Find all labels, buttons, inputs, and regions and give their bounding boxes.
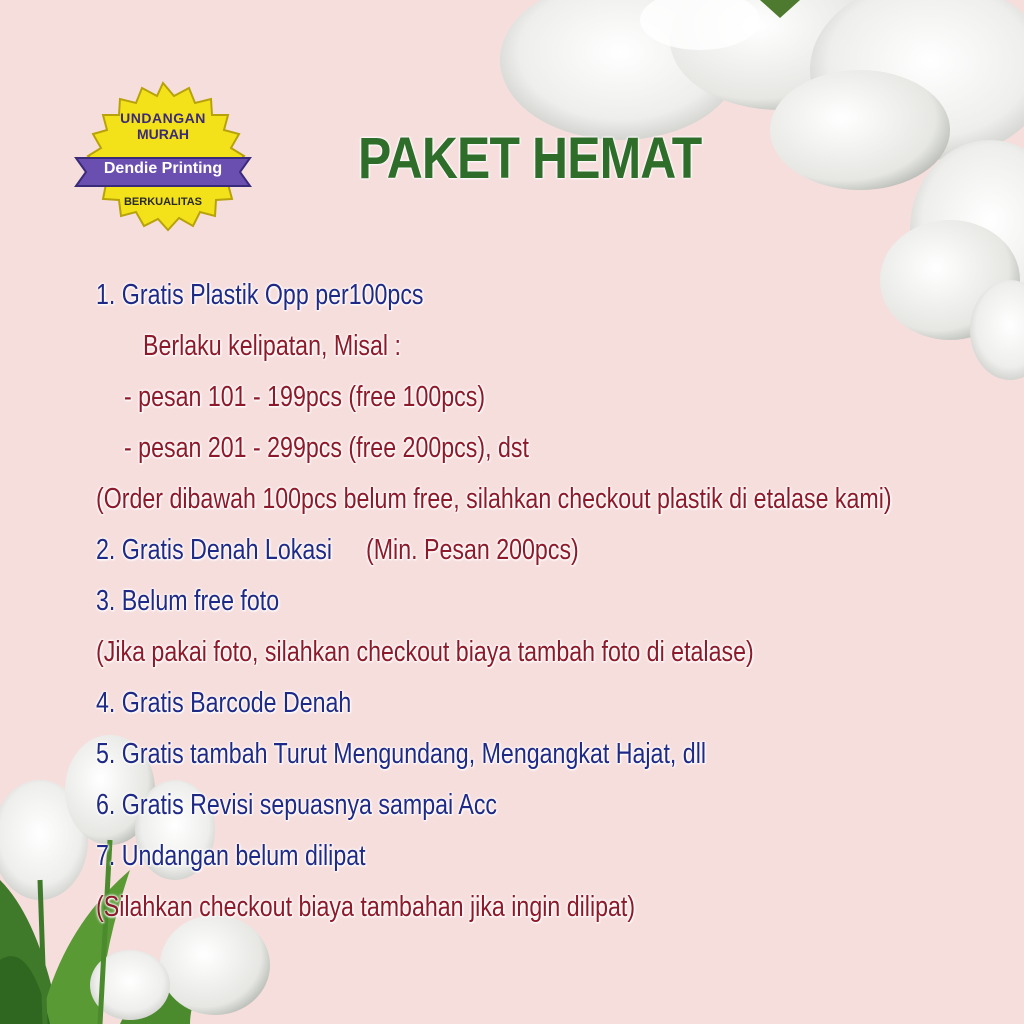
list-item-1-note: Berlaku kelipatan, Misal : [143,330,401,362]
list-item-1-condition: (Order dibawah 100pcs belum free, silahkan checkout plastik di etalase kami) [96,483,892,515]
list-item-4: 4. Gratis Barcode Denah [96,687,352,719]
logo-bottom-text: BERKUALITAS [123,196,202,208]
logo-mid-text: MURAH [136,126,190,142]
logo-top-text: UNDANGAN [120,110,206,126]
list-item-3-note: (Jika pakai foto, silahkan checkout biaya tambah foto di etalase) [96,636,754,668]
page-title: PAKET HEMAT [358,126,702,191]
list-item-1: 1. Gratis Plastik Opp per100pcs [96,279,424,311]
list-item-5: 5. Gratis tambah Turut Mengundang, Mengangkat Hajat, dll [96,738,706,770]
logo-band-text: Dendie Printing [103,160,223,177]
list-item-2: 2. Gratis Denah Lokasi [96,534,332,566]
list-item-2-note: (Min. Pesan 200pcs) [366,534,579,566]
list-item-1-example-b: - pesan 201 - 299pcs (free 200pcs), dst [124,432,529,464]
list-item-6: 6. Gratis Revisi sepuasnya sampai Acc [96,789,498,821]
list-item-7-note: (Silahkan checkout biaya tambahan jika ingin dilipat) [96,891,636,923]
list-item-3: 3. Belum free foto [96,585,280,617]
list-item-7: 7. Undangan belum dilipat [96,840,366,872]
list-item-1-example-a: - pesan 101 - 199pcs (free 100pcs) [124,381,486,413]
